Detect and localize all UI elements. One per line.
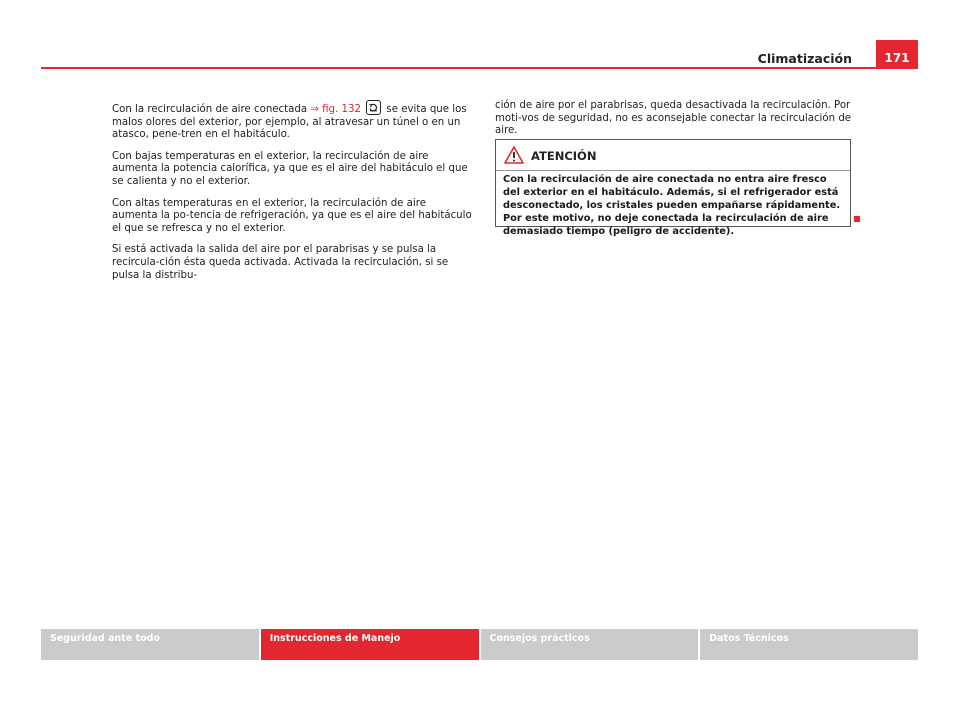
tab-consejos[interactable]: Consejos prácticos: [481, 629, 699, 660]
warning-box: [495, 139, 851, 237]
paragraph-2: Con bajas temperaturas en el exterior, la recirculación de aire aumenta la potencia calorífica, ya que es el aire del habitáculo el que se calienta y no el exterior.: [112, 150, 468, 187]
figure-reference-link[interactable]: ⇒ fig. 132: [310, 104, 361, 115]
paragraph-1: [112, 100, 472, 142]
paragraph-5: ción de aire por el parabrisas, queda desactivada la recirculación. Por moti-vos de seguridad, no es aconsejable conectar la recirculación de aire.: [495, 100, 852, 137]
air-recirculation-icon: [366, 100, 381, 115]
header-divider: [41, 67, 918, 69]
warning-title: ATENCIÓN: [531, 149, 597, 163]
tab-seguridad[interactable]: Seguridad ante todo: [41, 629, 259, 660]
warning-header: [496, 140, 850, 168]
warning-triangle-icon: [504, 146, 524, 164]
left-column: [112, 100, 472, 291]
warning-text: Con la recirculación de aire conectada no entra aire fresco del exterior en el habitáculo. Además, si el refrigerador está desconectado, los cristales pueden empañarse rápidamente. Por este motivo, no deje conectada la recirculación de aire demasiado tiempo (peligro de accidente).: [503, 174, 841, 237]
section-title: Climatización: [757, 51, 852, 66]
tab-datos-tecnicos[interactable]: Datos Técnicos: [700, 629, 918, 660]
paragraph-4: Si está activada la salida del aire por el parabrisas y se pulsa la recircula-ción ésta queda activada. Activada la recirculación, si se pulsa la distribu-: [112, 244, 449, 281]
footer-navigation: [41, 629, 918, 660]
tab-instrucciones[interactable]: Instrucciones de Manejo: [261, 629, 479, 660]
section-end-marker: [854, 216, 860, 222]
paragraph-1-end: se evita que los malos olores del exterior, por ejemplo, al atravesar un túnel o en un atasco, pene-tren en el habitáculo.: [112, 104, 467, 141]
paragraph-1-start: Con la recirculación de aire conectada: [112, 104, 311, 115]
paragraph-3: Con altas temperaturas en el exterior, la recirculación de aire aumenta la po-tencia de refrigeración, ya que es el aire del habitáculo el que se refresca y no el exterior.: [112, 197, 472, 234]
warning-divider: [496, 170, 850, 171]
page-number: 171: [876, 40, 918, 68]
